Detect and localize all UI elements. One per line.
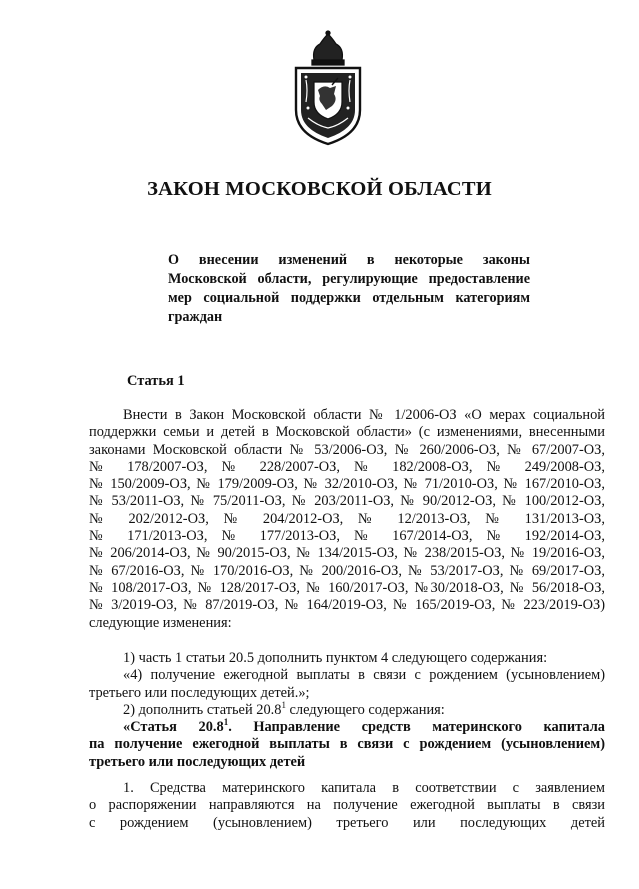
new-article-title-rest: . Направление средств материнского капитала	[228, 719, 605, 736]
intro-line: № 3/2019-ОЗ, № 87/2019-ОЗ, № 164/2019-ОЗ, № 165/2019-ОЗ, № 223/2019-ОЗ)	[89, 597, 605, 614]
intro-line: № 171/2013-ОЗ, № 177/2013-ОЗ, № 167/2014-ОЗ, № 192/2014-ОЗ,	[89, 528, 605, 545]
law-subtitle: О внесении изменений в некоторые законы Московской области, регулирующие предоставление мер социальной поддержки отдельным категориям граждан	[168, 252, 530, 325]
change-item-2	[89, 702, 605, 719]
changes-list	[89, 650, 605, 771]
superscript: 1	[223, 717, 229, 728]
article-intro	[89, 407, 605, 632]
point-line: о распоряжении направляются на получение ежегодной выплаты в связи	[89, 797, 605, 814]
new-article-prefix: «Статья 20.8	[123, 719, 224, 736]
new-article-heading-line: па получение ежегодной выплаты в связи с рождением (усыновлением)	[89, 736, 605, 753]
moscow-oblast-coat-of-arms-icon	[288, 30, 368, 148]
new-article-point-1	[89, 780, 605, 832]
new-article-heading-line: третьего или последующих детей	[89, 753, 306, 770]
article-heading: Статья 1	[127, 373, 185, 389]
intro-line: законами Московской области № 53/2006-ОЗ, № 260/2006-ОЗ, № 67/2007-ОЗ,	[89, 441, 605, 458]
intro-line: № 53/2011-ОЗ, № 75/2011-ОЗ, № 203/2011-ОЗ, № 90/2012-ОЗ, № 100/2012-ОЗ,	[89, 493, 605, 510]
change-item-2-suffix: следующего содержания:	[285, 701, 445, 718]
intro-line: № 108/2017-ОЗ, № 128/2017-ОЗ, № 160/2017-ОЗ, №30/2018-ОЗ, № 56/2018-ОЗ,	[89, 579, 605, 596]
intro-line: № 206/2014-ОЗ, № 90/2015-ОЗ, № 134/2015-ОЗ, № 238/2015-ОЗ, № 19/2016-ОЗ,	[89, 545, 605, 562]
law-title: ЗАКОН МОСКОВСКОЙ ОБЛАСТИ	[147, 178, 492, 200]
superscript: 1	[281, 700, 286, 711]
intro-line: № 178/2007-ОЗ, № 228/2007-ОЗ, № 182/2008-ОЗ, № 249/2008-ОЗ,	[89, 458, 605, 475]
change-item-1: 1) часть 1 статьи 20.5 дополнить пунктом 4 следующего содержания:	[123, 650, 548, 666]
intro-line: № 150/2009-ОЗ, № 179/2009-ОЗ, № 32/2010-ОЗ, № 71/2010-ОЗ, № 167/2010-ОЗ,	[89, 476, 605, 493]
intro-line: следующие изменения:	[89, 614, 232, 631]
change-item-2-prefix: 2) дополнить статьей 20.8	[123, 701, 282, 718]
intro-line: № 67/2016-ОЗ, № 170/2016-ОЗ, № 200/2016-ОЗ, № 53/2017-ОЗ, № 69/2017-ОЗ,	[89, 562, 605, 579]
intro-line: поддержки семьи и детей в Московской области» (с изменениями, внесенными	[89, 424, 605, 441]
change-item-1-quote: «4) получение ежегодной выплаты в связи с рождением (усыновлением) третьего или последующих детей.»;	[89, 667, 605, 701]
new-article-heading	[89, 719, 605, 736]
new-article-heading-line	[89, 719, 605, 736]
point-line: 1. Средства материнского капитала в соответствии с заявлением	[123, 780, 605, 796]
intro-line: № 202/2012-ОЗ, № 204/2012-ОЗ, № 12/2013-ОЗ, № 131/2013-ОЗ,	[89, 510, 605, 527]
intro-line: Внести в Закон Московской области № 1/2006-ОЗ «О мерах социальной	[123, 407, 605, 423]
point-line: с рождением (усыновлением) третьего или последующих детей	[89, 814, 605, 831]
